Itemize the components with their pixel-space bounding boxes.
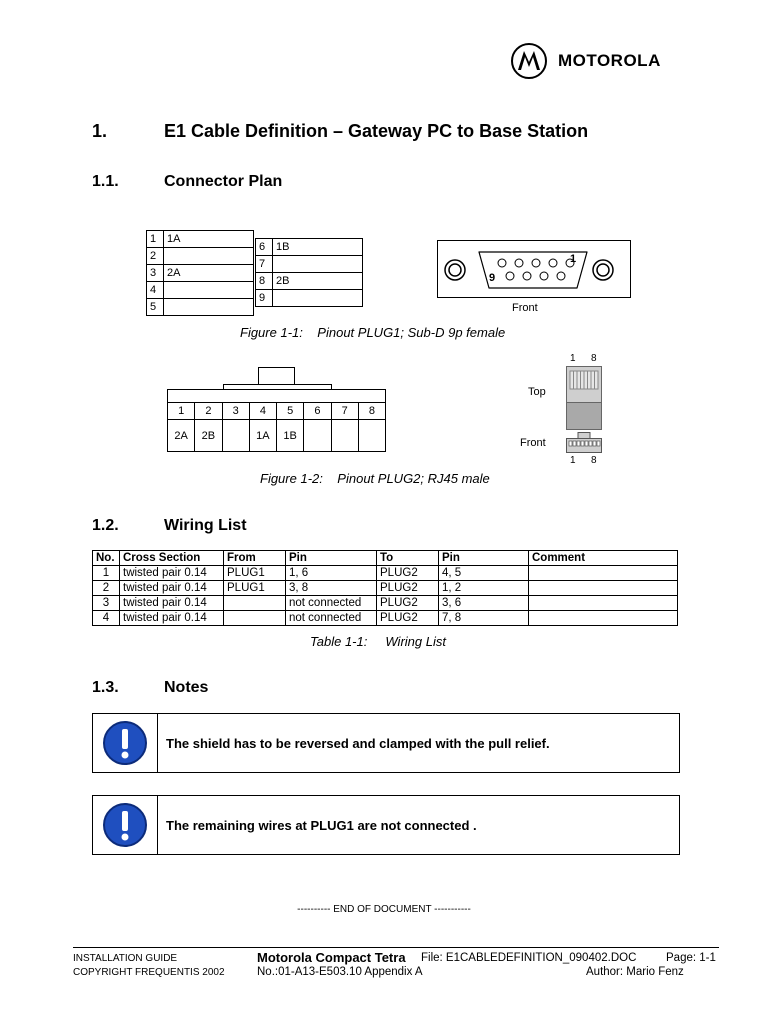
column-header: Comment — [529, 551, 678, 566]
column-header: Pin — [286, 551, 377, 566]
subsection-title: Notes — [164, 679, 209, 696]
cell — [529, 596, 678, 611]
subsection-number: 1.2. — [92, 517, 119, 534]
section-title: E1 Cable Definition – Gateway PC to Base Station — [164, 121, 589, 141]
motorola-logo — [510, 42, 700, 82]
rj45-front-pin1-label: 1 — [570, 455, 576, 466]
pin-signal — [273, 256, 363, 273]
rj45-pin: 6 — [304, 403, 331, 420]
pin-number: 6 — [256, 239, 273, 256]
rj45-pin: 7 — [331, 403, 358, 420]
cell: PLUG2 — [377, 596, 439, 611]
table-header-row — [93, 551, 678, 566]
table-row — [93, 566, 678, 581]
rj45-signal: 1B — [277, 420, 304, 452]
pin-signal — [273, 290, 363, 307]
rj45-housing-outline — [167, 367, 386, 403]
subsection-number: 1.3. — [92, 679, 119, 696]
rj45-pinout-drawing — [167, 367, 386, 452]
note-icon-cell — [93, 796, 158, 854]
column-header: Pin — [439, 551, 529, 566]
cell: 1, 2 — [439, 581, 529, 596]
table-row — [147, 299, 254, 316]
exclamation-icon — [102, 720, 148, 766]
rj45-pin: 4 — [249, 403, 276, 420]
pin-signal — [164, 282, 254, 299]
footer-file: File: E1CABLEDEFINITION_090402.DOC — [421, 952, 637, 964]
footer-author: Author: Mario Fenz — [586, 966, 684, 978]
end-of-document: ---------- END OF DOCUMENT ----------- — [297, 904, 471, 915]
rj45-pin-table — [167, 402, 386, 452]
footer-product: Motorola Compact Tetra — [257, 950, 406, 965]
cell: 4 — [93, 611, 120, 626]
pin-number: 9 — [256, 290, 273, 307]
dsub-pin1-label: 1 — [570, 253, 577, 265]
note-icon-cell — [93, 714, 158, 772]
pin-signal — [164, 299, 254, 316]
plug1-left-table — [146, 230, 254, 316]
rj45-signal — [331, 420, 358, 452]
rj45-pin: 5 — [277, 403, 304, 420]
table-row — [256, 273, 363, 290]
dsub-front-label: Front — [512, 302, 538, 314]
table-row — [168, 420, 386, 452]
cell: PLUG2 — [377, 611, 439, 626]
cell: 3, 8 — [286, 581, 377, 596]
cell: 1 — [93, 566, 120, 581]
cell: twisted pair 0.14 — [120, 566, 224, 581]
pin-number: 7 — [256, 256, 273, 273]
cell: twisted pair 0.14 — [120, 596, 224, 611]
cell: PLUG2 — [377, 566, 439, 581]
table-row — [93, 611, 678, 626]
cell — [529, 581, 678, 596]
cell: not connected — [286, 611, 377, 626]
table-row — [147, 248, 254, 265]
table-row — [147, 282, 254, 299]
cell: 2 — [93, 581, 120, 596]
table-row — [147, 265, 254, 282]
rj45-signal — [304, 420, 331, 452]
pin-number: 8 — [256, 273, 273, 290]
footer-doc-number: No.:01-A13-E503.10 Appendix A — [257, 966, 423, 978]
footer-page: Page: 1-1 — [666, 952, 716, 964]
cell — [529, 611, 678, 626]
cell: 4, 5 — [439, 566, 529, 581]
pin-signal: 1A — [164, 231, 254, 248]
pin-number: 2 — [147, 248, 164, 265]
dsub-connector-drawing — [437, 240, 631, 300]
note-box — [92, 795, 680, 855]
rj45-pin: 8 — [358, 403, 385, 420]
brand-name: MOTOROLA — [558, 51, 661, 70]
rj45-pin: 1 — [168, 403, 195, 420]
footer-copyright: COPYRIGHT FREQUENTIS 2002 — [73, 967, 225, 978]
pin-number: 5 — [147, 299, 164, 316]
cell — [529, 566, 678, 581]
pin-number: 4 — [147, 282, 164, 299]
rj45-signal: 2A — [168, 420, 195, 452]
wiring-list-table — [92, 550, 678, 626]
table-row — [168, 403, 386, 420]
pin-signal: 1B — [273, 239, 363, 256]
rj45-signal — [358, 420, 385, 452]
rj45-pin: 3 — [222, 403, 249, 420]
column-header: From — [224, 551, 286, 566]
cell: twisted pair 0.14 — [120, 611, 224, 626]
cell: not connected — [286, 596, 377, 611]
cell: PLUG1 — [224, 581, 286, 596]
table-1-caption: Table 1-1: Wiring List — [310, 634, 446, 649]
motorola-batwing-icon — [510, 42, 548, 80]
table-row — [93, 581, 678, 596]
cell — [224, 596, 286, 611]
rj45-top-label: Top — [528, 386, 546, 398]
rj45-top-pin1-label: 1 — [570, 353, 576, 364]
rj45-signal: 1A — [249, 420, 276, 452]
note-text: The remaining wires at PLUG1 are not connected . — [166, 817, 477, 833]
note-text: The shield has to be reversed and clamped with the pull relief. — [166, 735, 550, 751]
column-header: No. — [93, 551, 120, 566]
cell: 3, 6 — [439, 596, 529, 611]
table-row — [256, 239, 363, 256]
table-row — [147, 231, 254, 248]
figure-2-caption: Figure 1-2: Pinout PLUG2; RJ45 male — [260, 471, 490, 486]
rj45-pin: 2 — [195, 403, 222, 420]
rj45-top-view-icon — [566, 366, 602, 435]
cell: 1, 6 — [286, 566, 377, 581]
rj45-front-pin8-label: 8 — [591, 455, 597, 466]
footer-rule — [73, 947, 719, 948]
pin-number: 1 — [147, 231, 164, 248]
cell: PLUG2 — [377, 581, 439, 596]
column-header: Cross Section — [120, 551, 224, 566]
table-row — [256, 256, 363, 273]
section-number: 1. — [92, 121, 108, 141]
cell: 3 — [93, 596, 120, 611]
figure-1-caption: Figure 1-1: Pinout PLUG1; Sub-D 9p female — [240, 325, 506, 340]
plug1-right-table — [255, 238, 363, 307]
subsection-title: Connector Plan — [164, 173, 283, 190]
cell: twisted pair 0.14 — [120, 581, 224, 596]
note-box — [92, 713, 680, 773]
rj45-top-pin8-label: 8 — [591, 353, 597, 364]
cell — [224, 611, 286, 626]
subsection-number: 1.1. — [92, 173, 119, 190]
exclamation-icon — [102, 802, 148, 848]
rj45-front-label: Front — [520, 437, 546, 449]
footer-guide: INSTALLATION GUIDE — [73, 953, 178, 964]
rj45-signal: 2B — [195, 420, 222, 452]
pin-signal — [164, 248, 254, 265]
pin-signal: 2B — [273, 273, 363, 290]
subsection-title: Wiring List — [164, 517, 247, 534]
table-row — [256, 290, 363, 307]
column-header: To — [377, 551, 439, 566]
rj45-signal — [222, 420, 249, 452]
pin-number: 3 — [147, 265, 164, 282]
pin-signal: 2A — [164, 265, 254, 282]
table-row — [93, 596, 678, 611]
cell: 7, 8 — [439, 611, 529, 626]
cell: PLUG1 — [224, 566, 286, 581]
dsub-pin9-label: 9 — [489, 272, 496, 284]
dsub-9-icon — [437, 240, 631, 300]
